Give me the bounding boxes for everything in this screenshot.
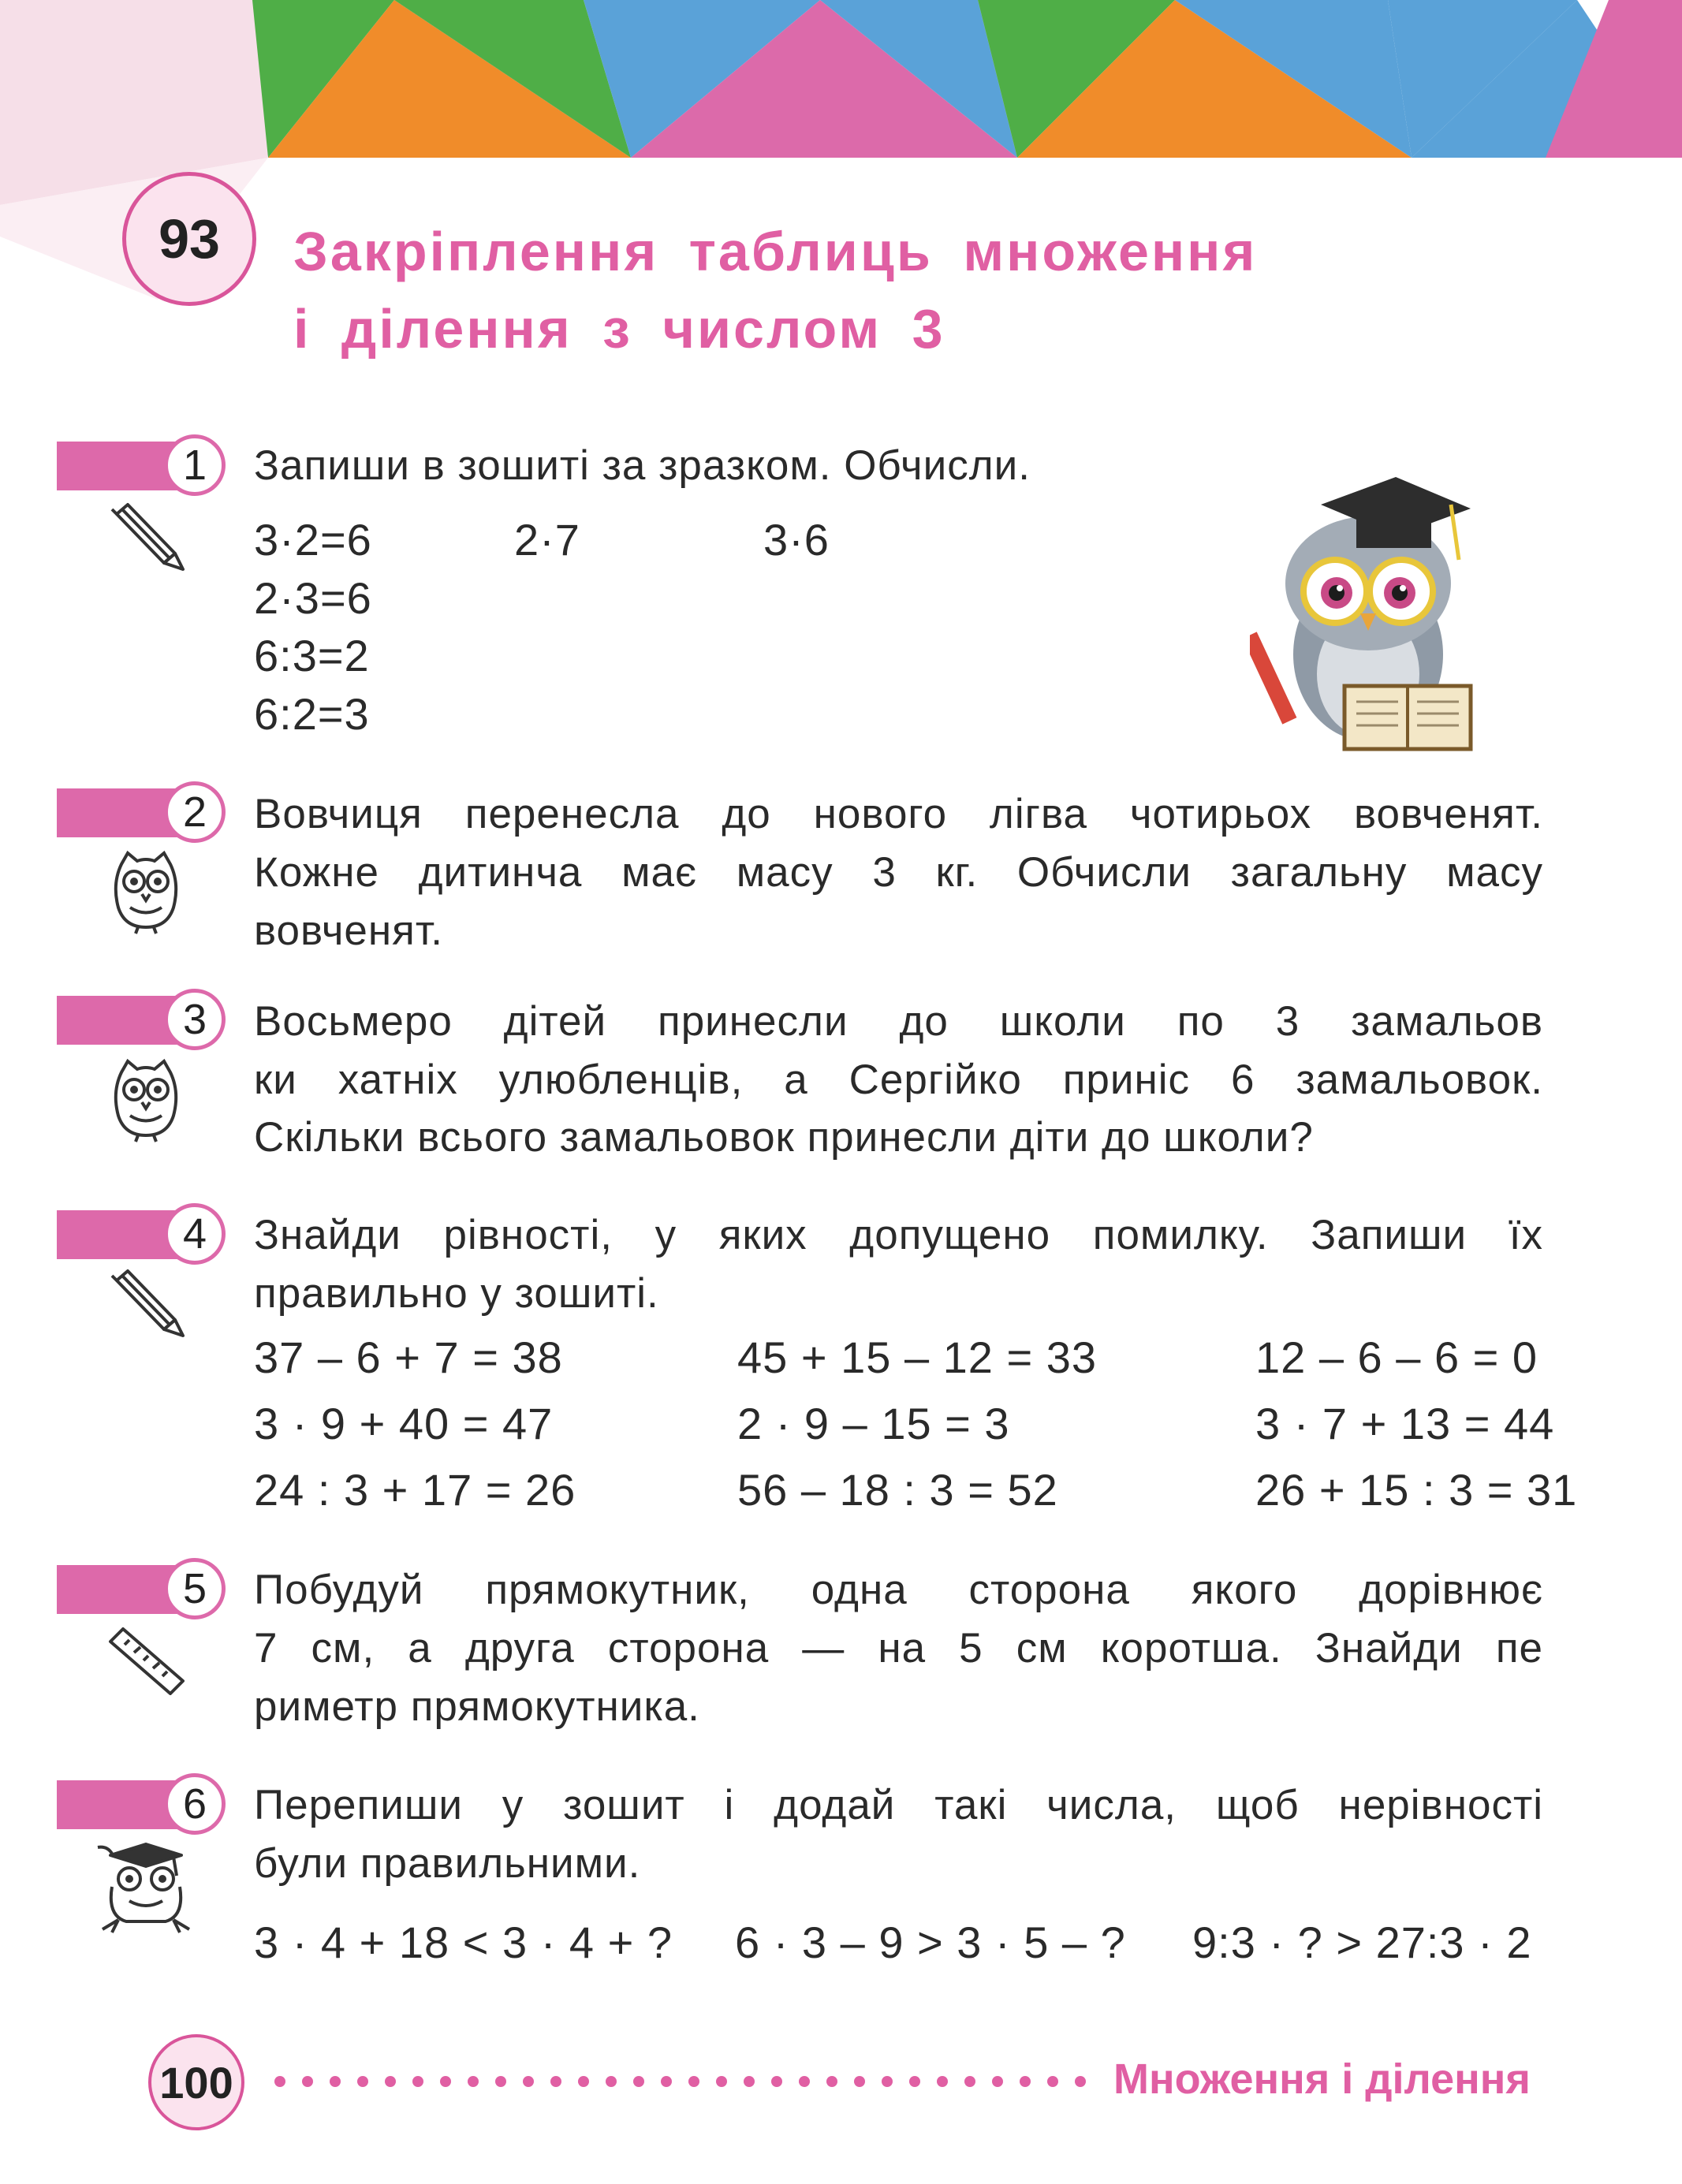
owl-icon [110,848,181,935]
pencil-icon [109,1268,188,1339]
lesson-number-badge [122,172,256,306]
equation: 37 – 6 + 7 = 38 [254,1332,563,1382]
example-equation: 6:3=2 [254,631,370,680]
equation: 12 – 6 – 6 = 0 [1255,1332,1538,1382]
exercise-6-line: Перепиши у зошит і додай такі числа, щоб нерівності [254,1782,1543,1828]
footer-dotted-line [272,2066,1092,2097]
exercise-3-line: Восьмеро дітей принесли до школи по 3 замальов [254,998,1543,1045]
page-number: 100 [159,2057,233,2108]
exercise-3-line: Скільки всього замальовок принесли діти до школи? [254,1114,1314,1161]
footer-section-title: Множення і ділення [1113,2055,1531,2103]
equation: 56 – 18 : 3 = 52 [737,1465,1058,1515]
exercise-number: 1 [164,434,226,496]
exercise-number: 2 [164,781,226,843]
exercise-5-line: 7 см, а друга сторона — на 5 см коротша. Знайди пе [254,1625,1543,1672]
exercise-6-line: були правильними. [254,1840,641,1887]
equation: 45 + 15 – 12 = 33 [737,1332,1098,1382]
exercise-number: 6 [164,1773,226,1835]
pencil-icon [109,501,188,572]
owl-icon [110,1057,181,1143]
example-equation: 3·2=6 [254,515,372,565]
exercise-number: 5 [164,1558,226,1619]
lesson-title-line-1: Закріплення таблиць множення [293,221,1258,282]
exercise-1-instruction: Запиши в зошиті за зразком. Обчисли. [254,442,1031,489]
equation: 26 + 15 : 3 = 31 [1255,1465,1578,1515]
page-number-badge [148,2034,244,2130]
exercise-number: 4 [164,1203,226,1265]
exercise-2-line: вовченят. [254,908,443,954]
example-equation: 2·3=6 [254,573,372,623]
ruler-icon [107,1624,186,1695]
frog-icon [95,1841,197,1936]
exercise-number: 3 [164,989,226,1050]
lesson-number: 93 [159,208,220,270]
equation: 3 · 9 + 40 = 47 [254,1399,554,1448]
inequality: 3 · 4 + 18 < 3 · 4 + ? [254,1918,673,1967]
equation: 24 : 3 + 17 = 26 [254,1465,576,1515]
exercise-3-line: ки хатніх улюбленців, а Сергійко приніс 6 замальовок. [254,1057,1543,1103]
task-expression: 2·7 [514,515,580,565]
task-expression: 3·6 [763,515,830,565]
exercise-5-line: Побудуй прямокутник, одна сторона якого дорівнює [254,1567,1543,1613]
lesson-title-line-2: і ділення з числом 3 [293,298,945,360]
owl-professor-illustration [1250,473,1479,757]
exercise-2-line: Вовчиця перенесла до нового лігва чотирьох вовченят. [254,791,1543,837]
exercise-4-line: правильно у зошиті. [254,1270,659,1317]
equation: 3 · 7 + 13 = 44 [1255,1399,1555,1448]
exercise-5-line: риметр прямокутника. [254,1683,700,1730]
lesson-title [293,213,1257,367]
inequality: 6 · 3 – 9 > 3 · 5 – ? [735,1918,1126,1967]
example-equation: 6:2=3 [254,689,370,739]
exercise-4-line: Знайди рівності, у яких допущено помилку. Запиши їх [254,1212,1543,1258]
equation: 2 · 9 – 15 = 3 [737,1399,1010,1448]
exercise-2-line: Кожне дитинча має масу 3 кг. Обчисли загальну масу [254,849,1543,896]
inequality: 9:3 · ? > 27:3 · 2 [1192,1918,1532,1967]
